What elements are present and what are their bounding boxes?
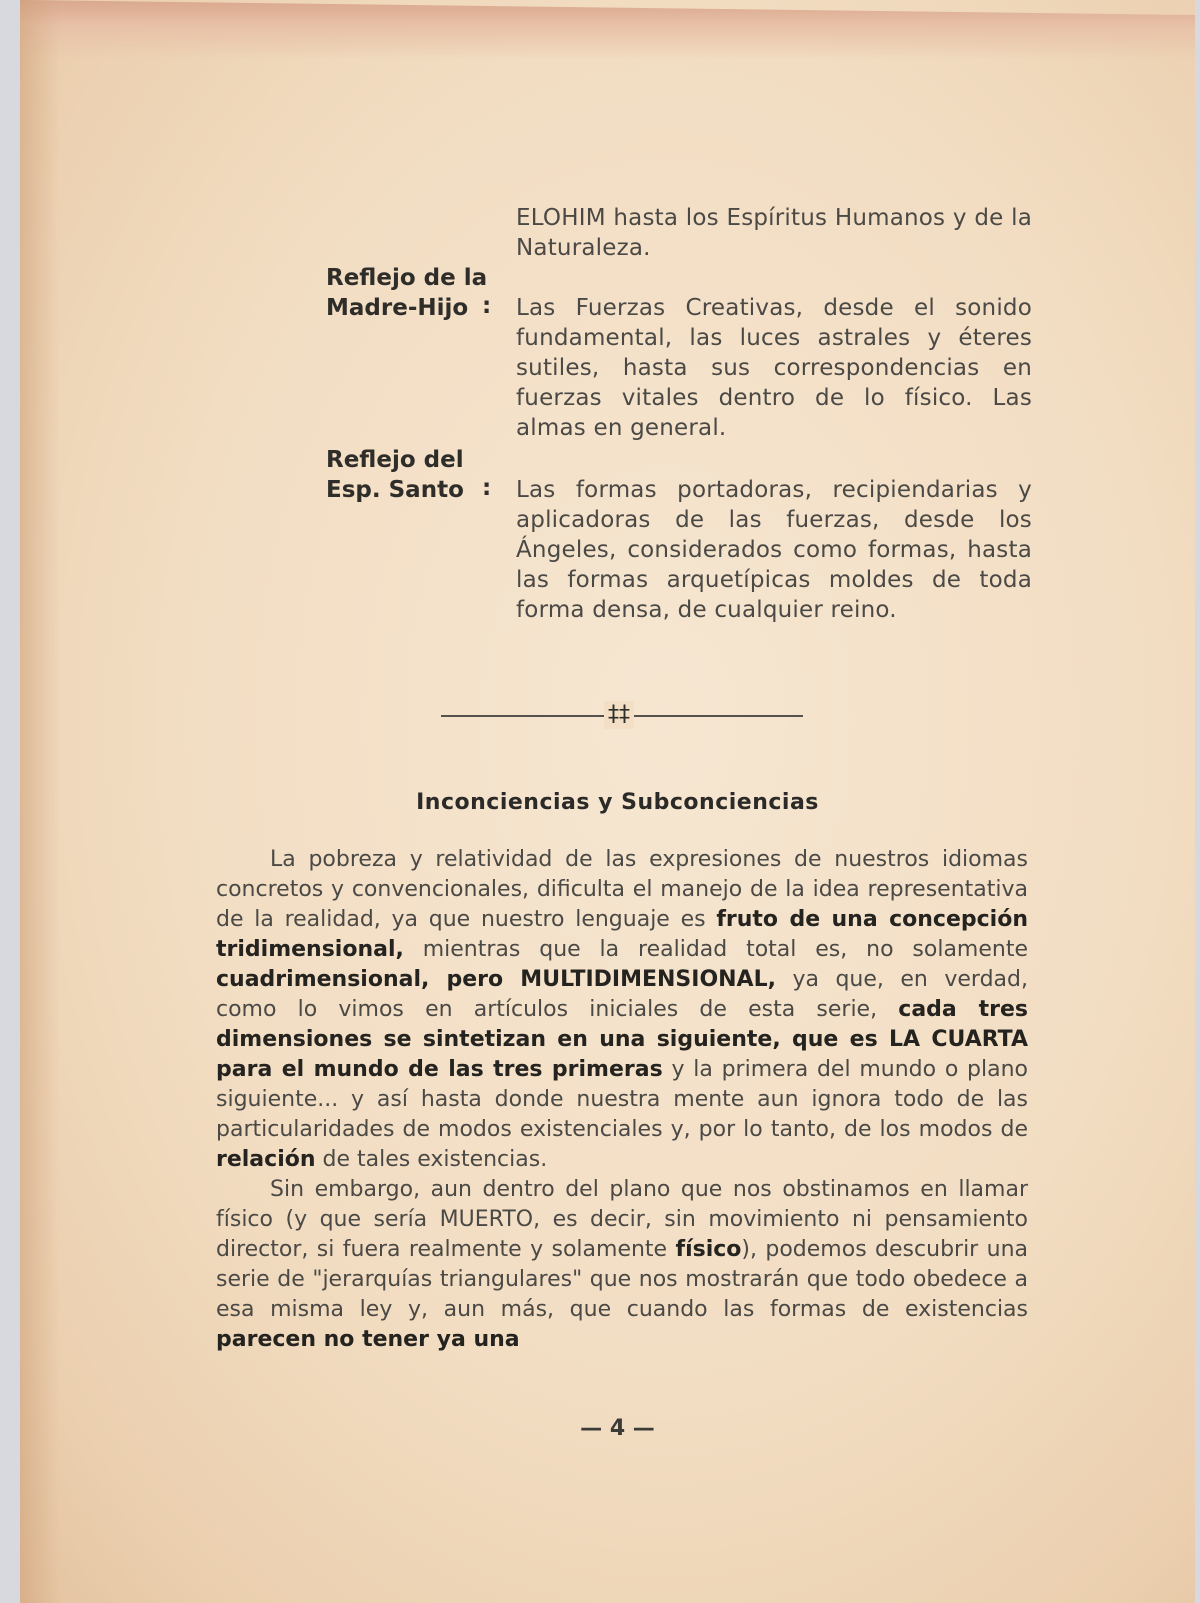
section-title: Inconciencias y Subconciencias [416, 790, 819, 815]
paragraph-text: ya que, en verdad, como lo vimos en artículos iniciales de esta serie, [216, 967, 1028, 1022]
paragraph-bold-text: físico [675, 1237, 742, 1262]
book-page [20, 0, 1195, 1603]
paragraph-bold-text: cada tres dimensiones se sintetizan en una siguiente, que es LA CUARTA para el mundo de las tres primeras [216, 997, 1028, 1082]
definition-label-line1: Reflejo de la [326, 265, 488, 291]
paragraph-text: Sin embargo, aun dentro del plano que nos obstinamos en llamar físico (y que sería MUERTO, es decir, sin movimiento ni pensamiento director, si fuera realmente y solamente [216, 1177, 1028, 1262]
paragraph-text: y la primera del mundo o plano siguiente... y así hasta donde nuestra mente aun ignora todo de las particularidades de modos existenciales y, por lo tanto, de los modos de [216, 1057, 1028, 1142]
paragraph-text: La pobreza y relatividad de las expresiones de nuestros idiomas concretos y convencionales, dificulta el manejo de la idea representativa de la realidad, ya que nuestro lenguaje es [216, 847, 1028, 932]
definition-label-line1: Reflejo del [326, 447, 464, 473]
paragraph-bold-text: cuadrimensional, pero MULTIDIMENSIONAL, [216, 967, 776, 992]
paragraph-bold-text: relación [216, 1147, 316, 1172]
paragraph-text: ), podemos descubrir una serie de "jerarquías triangulares" que nos mostrarán que todo obedece a esa misma ley y, aun más, que cuando las formas de existencias [216, 1237, 1028, 1322]
body-text [216, 845, 1028, 1355]
definition-label-line2: Esp. Santo [326, 477, 464, 503]
definition-intro-text: ELOHIM hasta los Espíritus Humanos y de la Naturaleza. [516, 205, 1032, 261]
definition-colon: : [482, 293, 492, 319]
definition-colon: : [482, 475, 492, 501]
page-content [20, 0, 1195, 1603]
paragraph-bold-text: fruto de una concepción tridimensional, [216, 907, 1028, 962]
paragraph-text: de tales existencias. [315, 1147, 548, 1172]
definition-text: Las Fuerzas Creativas, desde el sonido fundamental, las luces astrales y éteres sutiles, hasta sus correspondencias en fuerzas vitales dentro de lo físico. Las almas en general. [516, 295, 1032, 441]
paragraph-1 [216, 845, 1028, 1175]
paragraph-bold-text: parecen no tener ya una [216, 1327, 520, 1352]
separator-ornament-icon: ‡‡ [604, 701, 634, 729]
page-number: — 4 — [580, 1416, 655, 1441]
definition-label-line2: Madre-Hijo [326, 295, 469, 321]
paragraph-text: mientras que la realidad total es, no solamente [403, 937, 1028, 962]
definition-text: Las formas portadoras, recipiendarias y aplicadoras de las fuerzas, desde los Ángeles, considerados como formas, hasta las formas arquetípicas moldes de toda forma densa, de cualquier reino. [516, 477, 1032, 623]
paragraph-2 [216, 1175, 1028, 1355]
